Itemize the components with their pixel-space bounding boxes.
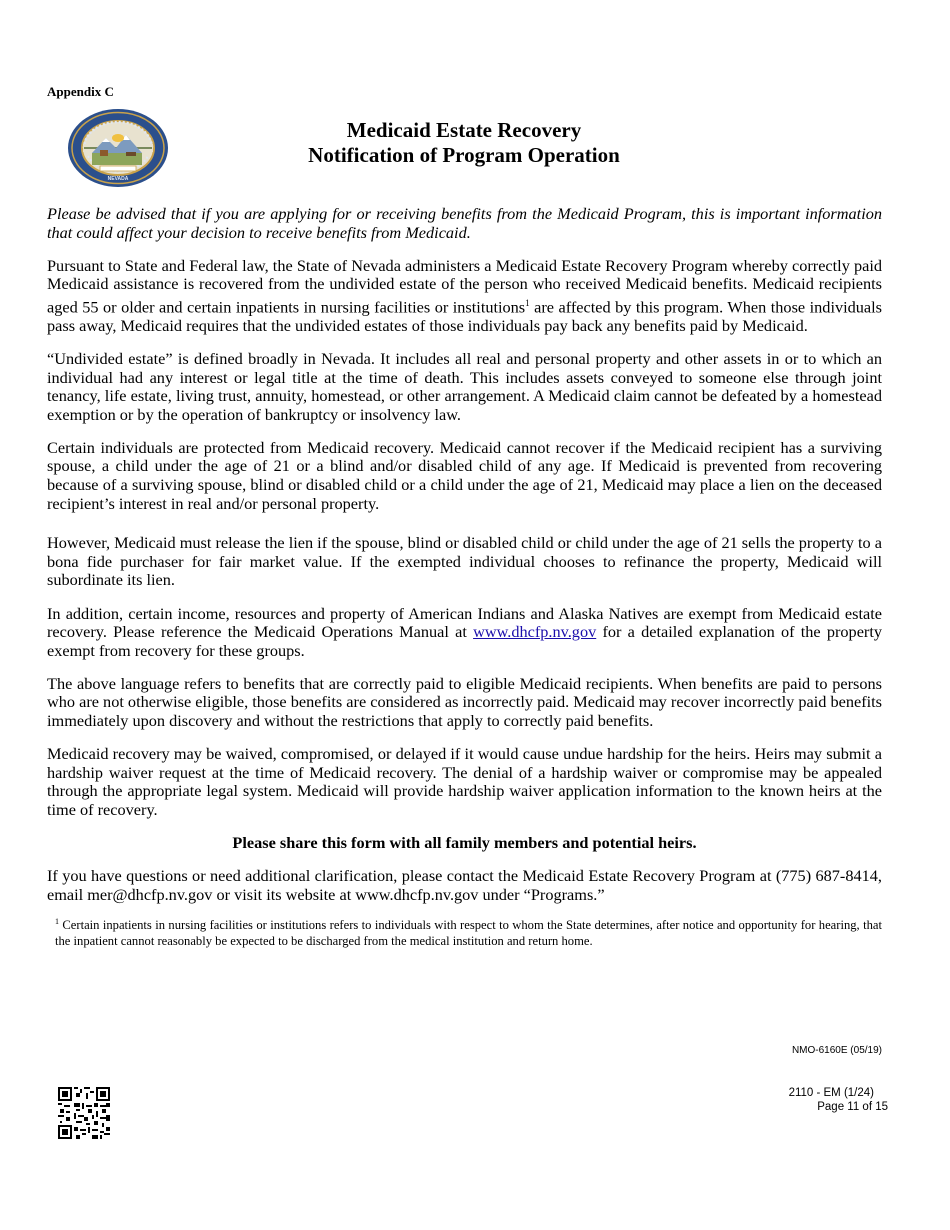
paragraph-american-indians-text-a: In addition, certain income, resources and property of American Indians and Alaska Natives are exempt from Medicaid estate recovery. Please reference the Medicaid Operations Manual at — [47, 603, 882, 642]
paragraph-hardship-waiver: Medicaid recovery may be waived, compromised, or delayed if it would cause undue hardship for the heirs. Heirs may submit a hardship waiver request at the time of Medicaid recovery. The denial of a hardship waiver or compromise may be appealed through the appropriate legal system. Medicaid will provide hardship waiver application information to the known heirs at the time of recovery. — [47, 744, 882, 819]
footnote — [55, 914, 882, 949]
paragraph-american-indians — [47, 605, 882, 661]
paragraph-program-text-a: Pursuant to State and Federal law, the State of Nevada administers a Medicaid Estate Recovery Program whereby correctly paid Medicaid assistance is recovered from the undivided estate of the person who received Medicaid benefits. Medicaid recipients aged 55 or older and certain inpatients in nursing facilities or institutions — [47, 255, 882, 317]
title-line-2: Notification of Program Operation — [308, 143, 620, 167]
form-number: NMO-6160E (05/19) — [791, 1045, 882, 1056]
svg-text:NEVADA: NEVADA — [107, 176, 129, 182]
footnote-marker: 1 — [55, 917, 59, 927]
paragraph-protected-individuals: Certain individuals are protected from Medicaid recovery. Medicaid cannot recover if the Medicaid recipient has a surviving spouse, a child under the age of 21 or a blind and/or disabled child of any age. If Medicaid is prevented from recovering because of a surviving spouse, blind or disabled child or a child under the age of 21, Medicaid may place a lien on the deceased recipient’s interest in real and/or personal property. — [47, 437, 882, 513]
paragraph-contact: If you have questions or need additional clarification, please contact the Medicaid Estate Recovery Program at (775) 687-8414, email mer@dhcfp.nv.gov or visit its website at www.dhcfp.nv.gov under “Programs.” — [47, 866, 882, 904]
appendix-label: Appendix C — [47, 84, 114, 99]
dhcfp-website-link[interactable]: www.dhcfp.nv.gov — [473, 622, 597, 642]
paragraph-program — [47, 257, 882, 336]
paragraph-program-text-b: are affected by this program. When those individuals pass away, Medicaid requires that the undivided estates of those individuals pay back any benefits paid by Medicaid. — [47, 297, 882, 335]
barcode-qr-icon — [58, 1087, 110, 1139]
document-code: 2110 - EM (1/24) — [788, 1087, 874, 1099]
footnote-text: Certain inpatients in nursing facilities or institutions refers to individuals with respect to whom the State determines, after notice and opportunity for hearing, that the inpatient cannot reasonably be expected to be discharged from the medical institution and return home. — [55, 918, 882, 949]
paragraph-undivided-estate: “Undivided estate” is defined broadly in Nevada. It includes all real and personal property and other assets in or to which an individual had any interest or legal title at the time of death. This includes assets conveyed to someone else through joint tenancy, life estate, living trust, annuity, homestead, or other arrangement. A Medicaid claim cannot be defeated by a homestead exemption or by the operation of bankruptcy or insolvency law. — [47, 348, 882, 424]
document-body — [47, 205, 882, 949]
paragraph-american-indians-text-b: for a detailed explanation of the property exempt from recovery for these groups. — [47, 622, 883, 660]
document-title — [180, 118, 748, 168]
footnote-reference: 1 — [525, 297, 530, 308]
paragraph-lien-release: However, Medicaid must release the lien if the spouse, blind or disabled child or child under the age of 21 sells the property to a bona fide purchaser for fair market value. If the exempted individual chooses to refinance the property, Medicaid will subordinate its lien. — [47, 533, 882, 590]
nevada-state-seal — [66, 108, 170, 188]
paragraph-incorrect-benefits: The above language refers to benefits that are correctly paid to eligible Medicaid recipients. When benefits are paid to persons who are not otherwise eligible, those benefits are considered as incorrectly paid. Medicaid may recover incorrectly paid benefits immediately upon discovery and without the restrictions that apply to correctly paid benefits. — [47, 673, 882, 730]
share-notice: Please share this form with all family members and potential heirs. — [232, 832, 697, 852]
page-number: Page 11 of 15 — [817, 1101, 888, 1113]
intro-paragraph: Please be advised that if you are applying for or receiving benefits from the Medicaid Program, this is important information that could affect your decision to receive benefits from Medicaid. — [47, 204, 882, 242]
title-line-1: Medicaid Estate Recovery — [346, 118, 582, 142]
page-footer — [758, 1086, 888, 1114]
